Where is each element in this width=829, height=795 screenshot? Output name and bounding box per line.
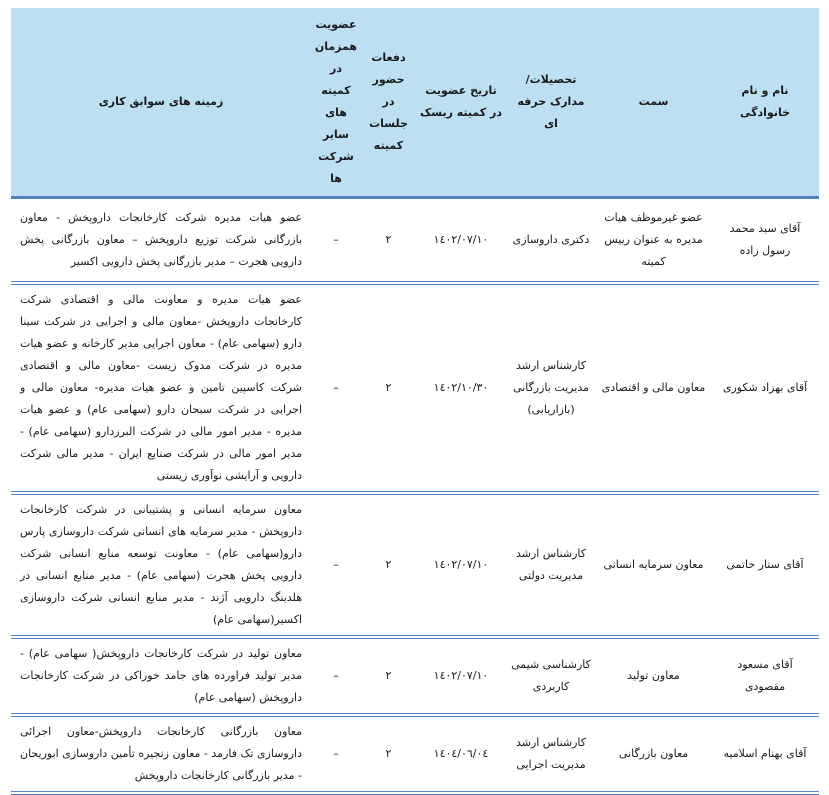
cell-position: معاون بازرگانی: [596, 715, 711, 793]
cell-attendance: ٢: [361, 198, 416, 283]
cell-membership-date: ١٤٠٢/٠٧/١٠: [416, 637, 506, 715]
table-row: [11, 493, 819, 637]
cell-attendance: ٢: [361, 715, 416, 793]
column-header-experience: زمینه های سوابق کاری: [11, 8, 311, 198]
table-row: [11, 637, 819, 715]
cell-position: معاون مالی و اقتصادی: [596, 283, 711, 493]
cell-other-committees: –: [311, 637, 361, 715]
cell-name: آقای سید محمد رسول زاده: [711, 198, 819, 283]
cell-experience: عضو هیات مدیره و معاونت مالی و اقتصادی شرکت کارخانجات داروپخش -معاون مالی و اجرایی در شرکت سینا دارو (سهامی عام) - معاون اجرایی مدیر کارخانه و عضو هیات مدیره در شرکت مدوک زیست -معاون مالی و اقتصادی شرکت کاسپین تامین و عضو هیات مدیره- معاون مالی و اجرایی در شرکت سبحان دارو (سهامی عام) و عضو هیات مدیره - مدیر امور مالی در شرکت البرزدارو (سهامی عام) - مدیر امور مالی در شرکت صنایع ایران - مدیر مالی شرکت دارویی و آرایشی نوآوری زیستی: [11, 283, 311, 493]
column-header-membership-date: تاریخ عضویت در کمیته ریسک: [416, 8, 506, 198]
cell-other-committees: –: [311, 493, 361, 637]
cell-experience: معاون سرمایه انسانی و پشتیبانی در شرکت کارخانجات داروپخش - مدیر سرمایه های انسانی شرکت داروسازی پارس دارو(سهامی عام) - معاونت توسعه منابع انسانی شرکت دارویی پخش هجرت (سهامی عام) - مدیر منابع انسانی در هلدینگ دارویی آژند - مدیر منابع انسانی شرکت داروسازی اکسیر(سهامی عام): [11, 493, 311, 637]
cell-other-committees: –: [311, 283, 361, 493]
cell-education: دکتری داروسازی: [506, 198, 596, 283]
column-header-position: سمت: [596, 8, 711, 198]
header-row: [11, 8, 819, 198]
cell-name: آقای بهنام اسلامیه: [711, 715, 819, 793]
committee-members-table-wrap: [11, 8, 819, 795]
cell-position: عضو غیرموظف هیات مدیره به عنوان رییس کمیته: [596, 198, 711, 283]
cell-membership-date: ١٤٠٤/٠٦/٠٤: [416, 715, 506, 793]
column-header-education: تحصیلات/مدارک حرفه ای: [506, 8, 596, 198]
cell-other-committees: –: [311, 715, 361, 793]
column-header-name: نام و نام خانوادگی: [711, 8, 819, 198]
cell-education: کارشناس ارشد مدیریت دولتی: [506, 493, 596, 637]
cell-name: آقای مسعود مقصودی: [711, 637, 819, 715]
cell-experience: عضو هیات مدیره شرکت کارخانجات داروپخش - معاون بازرگانی شرکت توزیع داروپخش – معاون بازرگانی پخش دارویی هجرت – مدیر بازرگانی پخش دارویی اکسیر: [11, 198, 311, 283]
cell-education: کارشناس ارشد مدیریت اجرایی: [506, 715, 596, 793]
cell-name: آقای ستار حاتمی: [711, 493, 819, 637]
cell-attendance: ٢: [361, 637, 416, 715]
cell-other-committees: –: [311, 198, 361, 283]
cell-experience: معاون بازرگانی کارخانجات داروپخش-معاون اجرائی داروسازی تک فارمد - معاون زنجیره تأمین داروسازی ابوریحان - مدیر بازرگانی کارخانجات داروپخش: [11, 715, 311, 793]
cell-position: معاون تولید: [596, 637, 711, 715]
risk-committee-table: [11, 8, 819, 795]
cell-position: معاون سرمایه انسانی: [596, 493, 711, 637]
cell-membership-date: ١٤٠٢/١٠/٣٠: [416, 283, 506, 493]
cell-experience: معاون تولید در شرکت کارخانجات داروپخش( سهامی عام) - مدیر تولید فراورده های جامد خوراکی در شرکت کارخانجات داروپخش (سهامی عام): [11, 637, 311, 715]
table-row: [11, 198, 819, 283]
cell-attendance: ٢: [361, 493, 416, 637]
table-row: [11, 283, 819, 493]
cell-attendance: ٢: [361, 283, 416, 493]
cell-name: آقای بهزاد شکوری: [711, 283, 819, 493]
cell-education: کارشناس ارشد مدیریت بازرگانی (بازاریابی): [506, 283, 596, 493]
column-header-other-committees: عضویت همزمان در کمیته های سایر شرکت ها: [311, 8, 361, 198]
column-header-attendance: دفعات حضور در جلسات کمیته: [361, 8, 416, 198]
cell-education: کارشناسی شیمی کاربردی: [506, 637, 596, 715]
cell-membership-date: ١٤٠٢/٠٧/١٠: [416, 198, 506, 283]
cell-membership-date: ١٤٠٢/٠٧/١٠: [416, 493, 506, 637]
table-row: [11, 715, 819, 793]
